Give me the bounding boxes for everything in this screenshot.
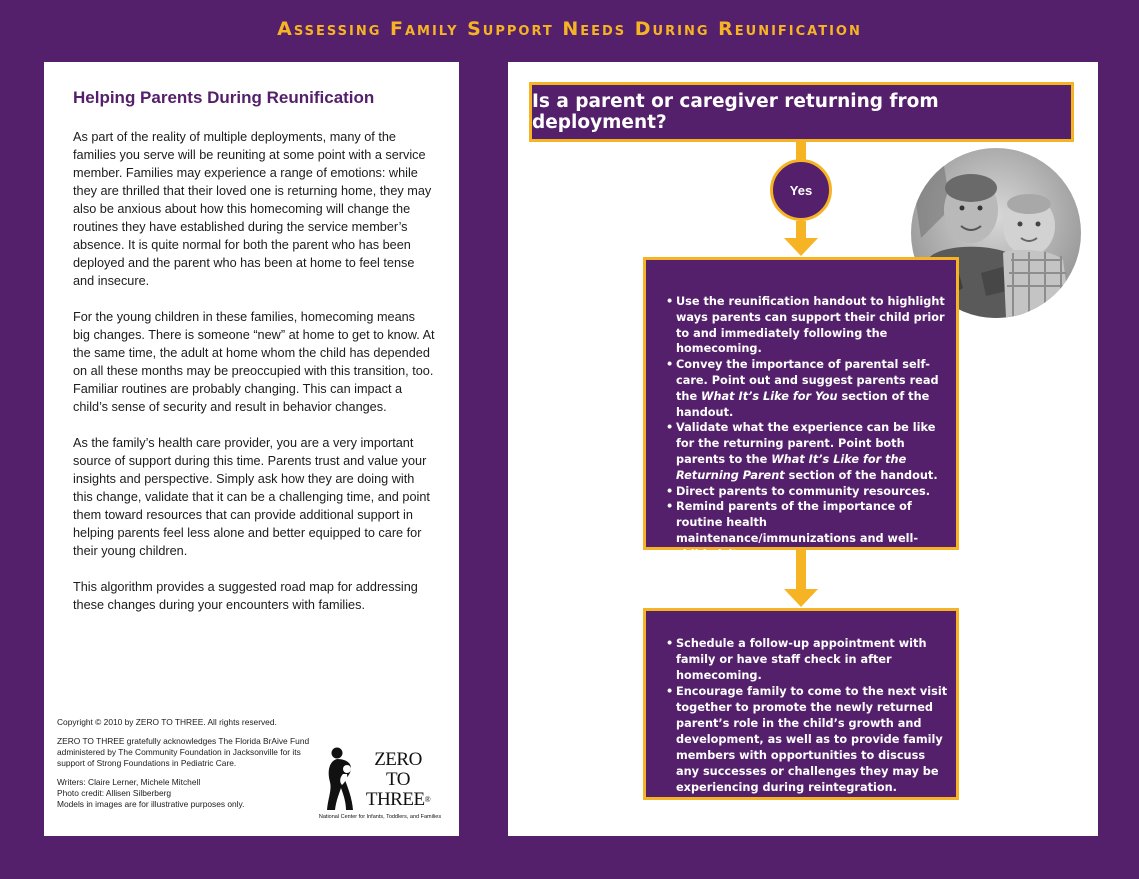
arrow-down-icon [784,238,818,256]
copyright-text: Copyright © 2010 by ZERO TO THREE. All rights reserved. [57,717,277,727]
list-item: • Remind parents of the importance of routine health maintenance/immunizations and well-child visits. [666,499,948,562]
list-item: • Schedule a follow-up appointment with family or have staff check in after homecoming. [666,636,948,684]
list-item: • Use the reunification handout to highlight ways parents can support their child prior to and immediately following the homecoming. [666,294,948,357]
logo-tagline: National Center for Infants, Toddlers, and Families [318,814,442,820]
paragraph: As the family’s health care provider, you are a very important source of support during this time. Parents trust and value your insights and perspective. Simply ask how they are doing with this change, validate that it can be a challenging time, and point them toward resources that can provide additional support in helping parents feel less alone and better equipped to care for their young children. [73,436,430,558]
acknowledgment-text: ZERO TO THREE gratefully acknowledges The Florida BrAive Fund administered by The Community Foundation in Jacksonville for its support of Strong Foundations in Pediatric Care. [57,736,310,768]
list-item: • Encourage family to come to the next visit together to promote the newly returned parent’s role in the child’s growth and development, as well as to provide family members with opportunities to discuss any successes or challenges they may be experiencing during reintegration. [666,684,948,796]
zero-to-three-logo [306,742,454,824]
yes-decision-node [770,159,832,221]
section-heading: Helping Parents During Reunification [73,88,375,107]
page-title: Assessing Family Support Needs During Reunification [277,18,862,40]
connector-line [796,221,806,239]
action-list-2 [666,636,948,796]
action-list-1 [666,294,948,563]
connector-line [796,550,806,590]
question-box [529,82,1074,142]
action-box-2 [643,608,959,800]
yes-label: Yes [789,182,813,198]
question-text: Is a parent or caregiver returning from deployment? [532,91,939,133]
photo-credit-text: Photo credit: Allisen Silberberg [57,788,172,798]
list-item: • Validate what the experience can be like for the returning parent. Point both parents to the What It’s Like for the Returning Parent section of the handout. [666,420,948,483]
action-box-1 [643,257,959,561]
paragraph: For the young children in these families, homecoming means big changes. There is someone “new” at home to get to know. At the same time, the adult at home whom the child has depended on all these months may be preoccupied with this transition, too. Familiar routines are probably changing. This can impact a child’s sense of security and result in behavior changes. [73,310,435,414]
left-panel [44,62,459,836]
parent-child-logo-icon [324,746,356,812]
arrow-down-icon [784,589,818,607]
list-item: • Convey the importance of parental self-care. Point out and suggest parents read the What It’s Like for You section of the handout. [666,357,948,420]
credits-footer [57,717,317,810]
paragraph: This algorithm provides a suggested road map for addressing these changes during your encounters with families. [73,580,418,612]
models-disclaimer: Models in images are for illustrative purposes only. [57,799,245,809]
list-item: • Direct parents to community resources. [666,484,948,500]
writers-text: Writers: Claire Lerner, Michele Mitchell [57,777,201,787]
paragraph: As part of the reality of multiple deployments, many of the families you serve will be reuniting at some point with a service member. Families may experience a range of emotions: while they are thrilled that their loved one is returning home, they may also be anxious about how this homecoming will change the routines they have established during the service member’s absence. It is quite normal for both the parent who has been deployed and the parent who has been at home to feel tense and insecure. [73,130,432,288]
flowchart-panel [508,62,1098,836]
logo-wordmark: ZERO TO THREE® [365,749,431,810]
intro-text [73,128,435,632]
